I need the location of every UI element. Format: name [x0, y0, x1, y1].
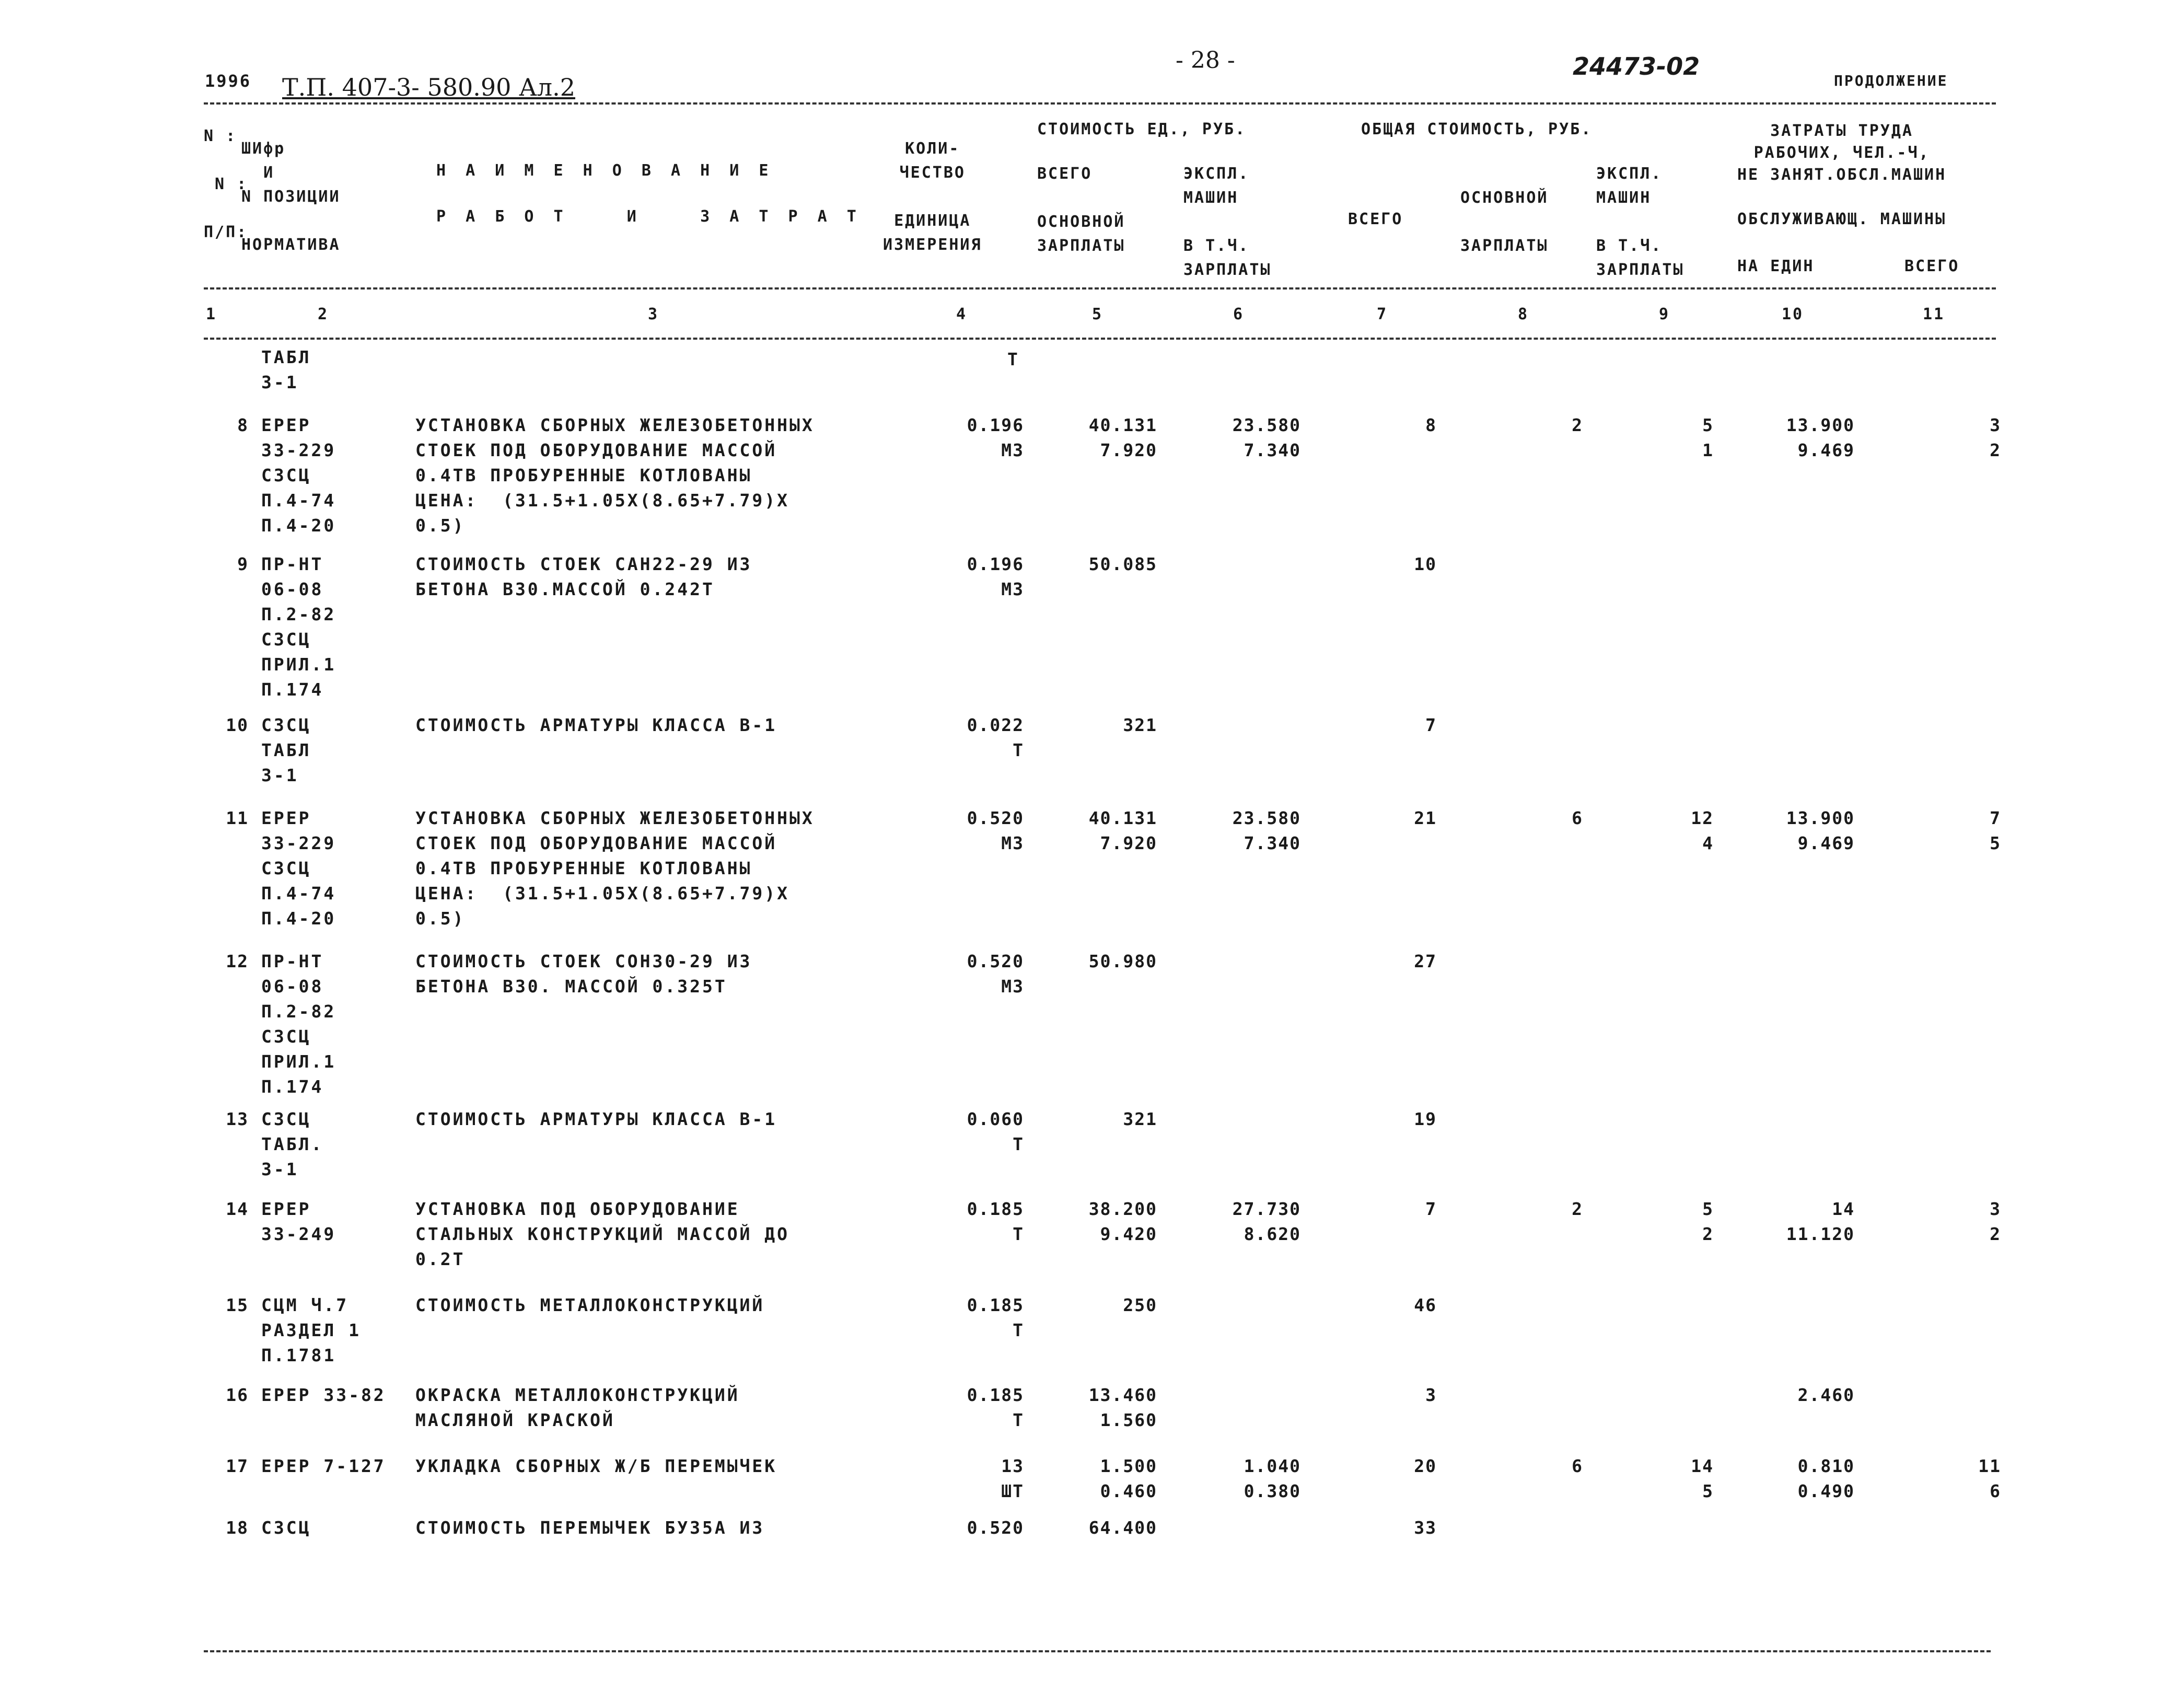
col-number: 6 [1233, 305, 1245, 323]
row-total-cost: 7 [1425, 715, 1437, 735]
row-number: 10 [226, 715, 249, 735]
row-number: 14 [226, 1199, 249, 1219]
row-number: 11 [226, 808, 249, 828]
row-unit-cost-total: 250 [1123, 1295, 1157, 1315]
header-bottom-rule [204, 287, 1996, 289]
row-total-machines: 5 2 [1702, 1199, 1714, 1244]
row-quantity: 0.185 [967, 1295, 1024, 1315]
row-number: 17 [226, 1456, 249, 1476]
row-unit-cost-total: 50.980 [1088, 951, 1157, 971]
row-total-cost: 19 [1414, 1109, 1437, 1129]
row-unit: М3 [1001, 833, 1024, 853]
row-labor-total: 3 2 [1990, 415, 2001, 460]
row-total-cost: 10 [1414, 554, 1437, 574]
row-description: СТОИМОСТЬ АРМАТУРЫ КЛАССА В-1 [415, 1109, 777, 1129]
row-quantity: 13 [1001, 1456, 1024, 1476]
row-description: УСТАНОВКА СБОРНЫХ ЖЕЛЕЗОБЕТОННЫХ СТОЕК ПОД ОБОРУДОВАНИЕ МАССОЙ 0.4ТВ ПРОБУРЕННЫЕ КОТЛОВАНЫ ЦЕНА: (31.5+1.05Х(8.65+7.79)Х 0.5) [415, 808, 815, 929]
row-code: ПР-НТ 06-08 П.2-82 СЗСЦ ПРИЛ.1 П.174 [261, 554, 336, 700]
row-quantity: 0.185 [967, 1199, 1024, 1219]
row-labor-per-unit: 14 11.120 [1786, 1199, 1855, 1244]
row-total-wages: 6 [1572, 808, 1583, 828]
document-stamp: 24473-02 [1573, 52, 1700, 80]
row-unit-cost-machines: 23.580 7.340 [1232, 415, 1301, 460]
col-header-9: ЭКСПЛ. МАШИН В Т.Ч. ЗАРПЛАТЫ [1596, 165, 1685, 279]
row-unit-cost-machines: 27.730 8.620 [1232, 1199, 1301, 1244]
row-total-machines: 12 4 [1691, 808, 1714, 853]
row-unit-cost-total: 321 [1123, 715, 1157, 735]
row-description: СТОИМОСТЬ ПЕРЕМЫЧЕК БУ35А ИЗ [415, 1518, 765, 1538]
col-number: 1 [206, 305, 217, 323]
row-quantity: 0.196 [967, 415, 1024, 435]
row-number: 9 [237, 554, 249, 574]
row-description: УСТАНОВКА ПОД ОБОРУДОВАНИЕ СТАЛЬНЫХ КОНСТРУКЦИЙ МАССОЙ ДО 0.2Т [415, 1199, 790, 1269]
row-labor-per-unit: 13.900 9.469 [1786, 415, 1855, 460]
row-number: 16 [226, 1385, 249, 1405]
col-number: 10 [1782, 305, 1804, 323]
row-description: УСТАНОВКА СБОРНЫХ ЖЕЛЕЗОБЕТОННЫХ СТОЕК ПОД ОБОРУДОВАНИЕ МАССОЙ 0.4ТВ ПРОБУРЕННЫЕ КОТЛОВАНЫ ЦЕНА: (31.5+1.05Х(8.65+7.79)Х 0.5) [415, 415, 815, 536]
col-number: 4 [956, 305, 968, 323]
row-code: ЕРЕР 7-127 [261, 1456, 386, 1476]
row-number: 13 [226, 1109, 249, 1129]
col-header-3: Н А И М Е Н О В А Н И Е Р А Б О Т И З А Т Р А Т [436, 161, 862, 226]
col-number: 5 [1092, 305, 1103, 323]
row-quantity: 0.022 [967, 715, 1024, 735]
row-description: СТОИМОСТЬ МЕТАЛЛОКОНСТРУКЦИЙ [415, 1295, 765, 1315]
row-total-cost: 3 [1425, 1385, 1437, 1405]
row-unit-cost-machines: 1.040 0.380 [1244, 1456, 1301, 1501]
row-quantity: 0.520 [967, 951, 1024, 971]
col-number: 8 [1518, 305, 1529, 323]
row-total-wages: 6 [1572, 1456, 1583, 1476]
row-number: 12 [226, 951, 249, 971]
col-number: 2 [318, 305, 329, 323]
row-total-cost: 27 [1414, 951, 1437, 971]
col-header-11: ВСЕГО [1904, 257, 1960, 275]
row-total-machines: 5 1 [1702, 415, 1714, 460]
row-labor-per-unit: 2.460 [1797, 1385, 1855, 1405]
continuation-label: ПРОДОЛЖЕНИЕ [1834, 72, 1948, 89]
row-unit-cost-total: 64.400 [1088, 1518, 1157, 1538]
col-group-labor: ЗАТРАТЫ ТРУДА РАБОЧИХ, ЧЕЛ.-Ч, НЕ ЗАНЯТ.ОБСЛ.МАШИН [1737, 122, 1947, 184]
carry-over-unit: Т [1007, 349, 1020, 369]
col-subheader-machine-operators: ОБСЛУЖИВАЮЩ. МАШИНЫ [1737, 210, 1947, 228]
row-unit: Т [1013, 1410, 1024, 1430]
row-quantity: 0.185 [967, 1385, 1024, 1405]
row-total-cost: 7 [1425, 1199, 1437, 1219]
year: 1996 [205, 71, 252, 91]
row-unit: Т [1013, 1134, 1024, 1154]
row-total-machines: 14 5 [1691, 1456, 1714, 1501]
carry-over-code: ТАБЛ 3-1 [261, 347, 311, 392]
document-reference: Т.П. 407-3- 580.90 Ал.2 [282, 73, 575, 101]
row-code: СЦМ Ч.7 РАЗДЕЛ 1 П.1781 [261, 1295, 361, 1365]
page-number: - 28 - [1176, 47, 1235, 74]
row-unit-cost-total: 321 [1123, 1109, 1157, 1129]
col-number: 3 [648, 305, 659, 323]
row-unit-cost-total: 13.460 1.560 [1088, 1385, 1157, 1430]
row-unit: Т [1013, 1320, 1024, 1340]
col-group-total-cost: ОБЩАЯ СТОИМОСТЬ, РУБ. [1361, 120, 1593, 138]
row-code: ПР-НТ 06-08 П.2-82 СЗСЦ ПРИЛ.1 П.174 [261, 951, 336, 1097]
row-labor-total: 11 6 [1978, 1456, 2001, 1501]
row-number: 18 [226, 1518, 249, 1538]
row-unit-cost-machines: 23.580 7.340 [1232, 808, 1301, 853]
row-total-cost: 33 [1414, 1518, 1437, 1538]
row-code: СЗСЦ ТАБЛ 3-1 [261, 715, 311, 785]
row-description: СТОИМОСТЬ СТОЕК САН22-29 ИЗ БЕТОНА В30.МАССОЙ 0.242Т [415, 554, 752, 599]
row-code: СЗСЦ ТАБЛ. 3-1 [261, 1109, 324, 1179]
col-group-unit-cost: СТОИМОСТЬ ЕД., РУБ. [1037, 120, 1247, 138]
row-total-wages: 2 [1572, 415, 1583, 435]
row-quantity: 0.060 [967, 1109, 1024, 1129]
row-unit-cost-total: 50.085 [1088, 554, 1157, 574]
col-number: 11 [1923, 305, 1945, 323]
row-code: СЗСЦ [261, 1518, 311, 1538]
col-header-2: ШИфр И N ПОЗИЦИИ НОРМАТИВА [241, 140, 341, 254]
row-total-wages: 2 [1572, 1199, 1583, 1219]
row-unit: М3 [1001, 976, 1024, 997]
row-unit: М3 [1001, 440, 1024, 460]
row-labor-per-unit: 13.900 9.469 [1786, 808, 1855, 853]
row-unit: ШТ [1001, 1481, 1024, 1501]
row-description: СТОИМОСТЬ АРМАТУРЫ КЛАССА В-1 [415, 715, 777, 735]
row-description: СТОИМОСТЬ СТОЕК СОН30-29 ИЗ БЕТОНА В30. МАССОЙ 0.325Т [415, 951, 752, 997]
row-code: ЕРЕР 33-229 СЗСЦ П.4-74 П.4-20 [261, 808, 336, 929]
header-top-rule [204, 102, 1996, 105]
row-description: ОКРАСКА МЕТАЛЛОКОНСТРУКЦИЙ МАСЛЯНОЙ КРАСКОЙ [415, 1385, 740, 1430]
col-header-1: N : N : П/П: [204, 127, 248, 241]
row-labor-per-unit: 0.810 0.490 [1797, 1456, 1855, 1501]
column-numbers-rule [204, 338, 1996, 340]
row-total-cost: 21 [1414, 808, 1437, 828]
row-unit: Т [1013, 740, 1024, 760]
row-labor-total: 7 5 [1990, 808, 2001, 853]
row-number: 15 [226, 1295, 249, 1315]
row-total-cost: 8 [1425, 415, 1437, 435]
col-header-5: ВСЕГО ОСНОВНОЙ ЗАРПЛАТЫ [1037, 165, 1125, 255]
row-quantity: 0.520 [967, 808, 1024, 828]
row-labor-total: 3 2 [1990, 1199, 2001, 1244]
row-total-cost: 46 [1414, 1295, 1437, 1315]
col-header-8: ОСНОВНОЙ ЗАРПЛАТЫ [1460, 189, 1549, 255]
row-code: ЕРЕР 33-82 [261, 1385, 386, 1405]
col-header-6: ЭКСПЛ. МАШИН В Т.Ч. ЗАРПЛАТЫ [1183, 165, 1272, 279]
row-unit-cost-total: 40.131 7.920 [1088, 808, 1157, 853]
row-total-cost: 20 [1414, 1456, 1437, 1476]
page-bottom-rule [204, 1650, 1991, 1652]
row-description: УКЛАДКА СБОРНЫХ Ж/Б ПЕРЕМЫЧЕК [415, 1456, 777, 1476]
col-header-4: КОЛИ- ЧЕСТВО ЕДИНИЦА ИЗМЕРЕНИЯ [883, 140, 982, 254]
row-code: ЕРЕР 33-229 СЗСЦ П.4-74 П.4-20 [261, 415, 336, 536]
row-unit: М3 [1001, 579, 1024, 599]
row-quantity: 0.520 [967, 1518, 1024, 1538]
col-header-7: ВСЕГО [1348, 210, 1403, 228]
row-number: 8 [237, 415, 249, 435]
col-header-10: НА ЕДИН [1737, 257, 1815, 275]
row-unit-cost-total: 38.200 9.420 [1088, 1199, 1157, 1244]
row-unit: Т [1013, 1224, 1024, 1244]
row-quantity: 0.196 [967, 554, 1024, 574]
row-unit-cost-total: 1.500 0.460 [1100, 1456, 1157, 1501]
row-unit-cost-total: 40.131 7.920 [1088, 415, 1157, 460]
row-code: ЕРЕР 33-249 [261, 1199, 336, 1244]
col-number: 7 [1377, 305, 1388, 323]
col-number: 9 [1659, 305, 1670, 323]
